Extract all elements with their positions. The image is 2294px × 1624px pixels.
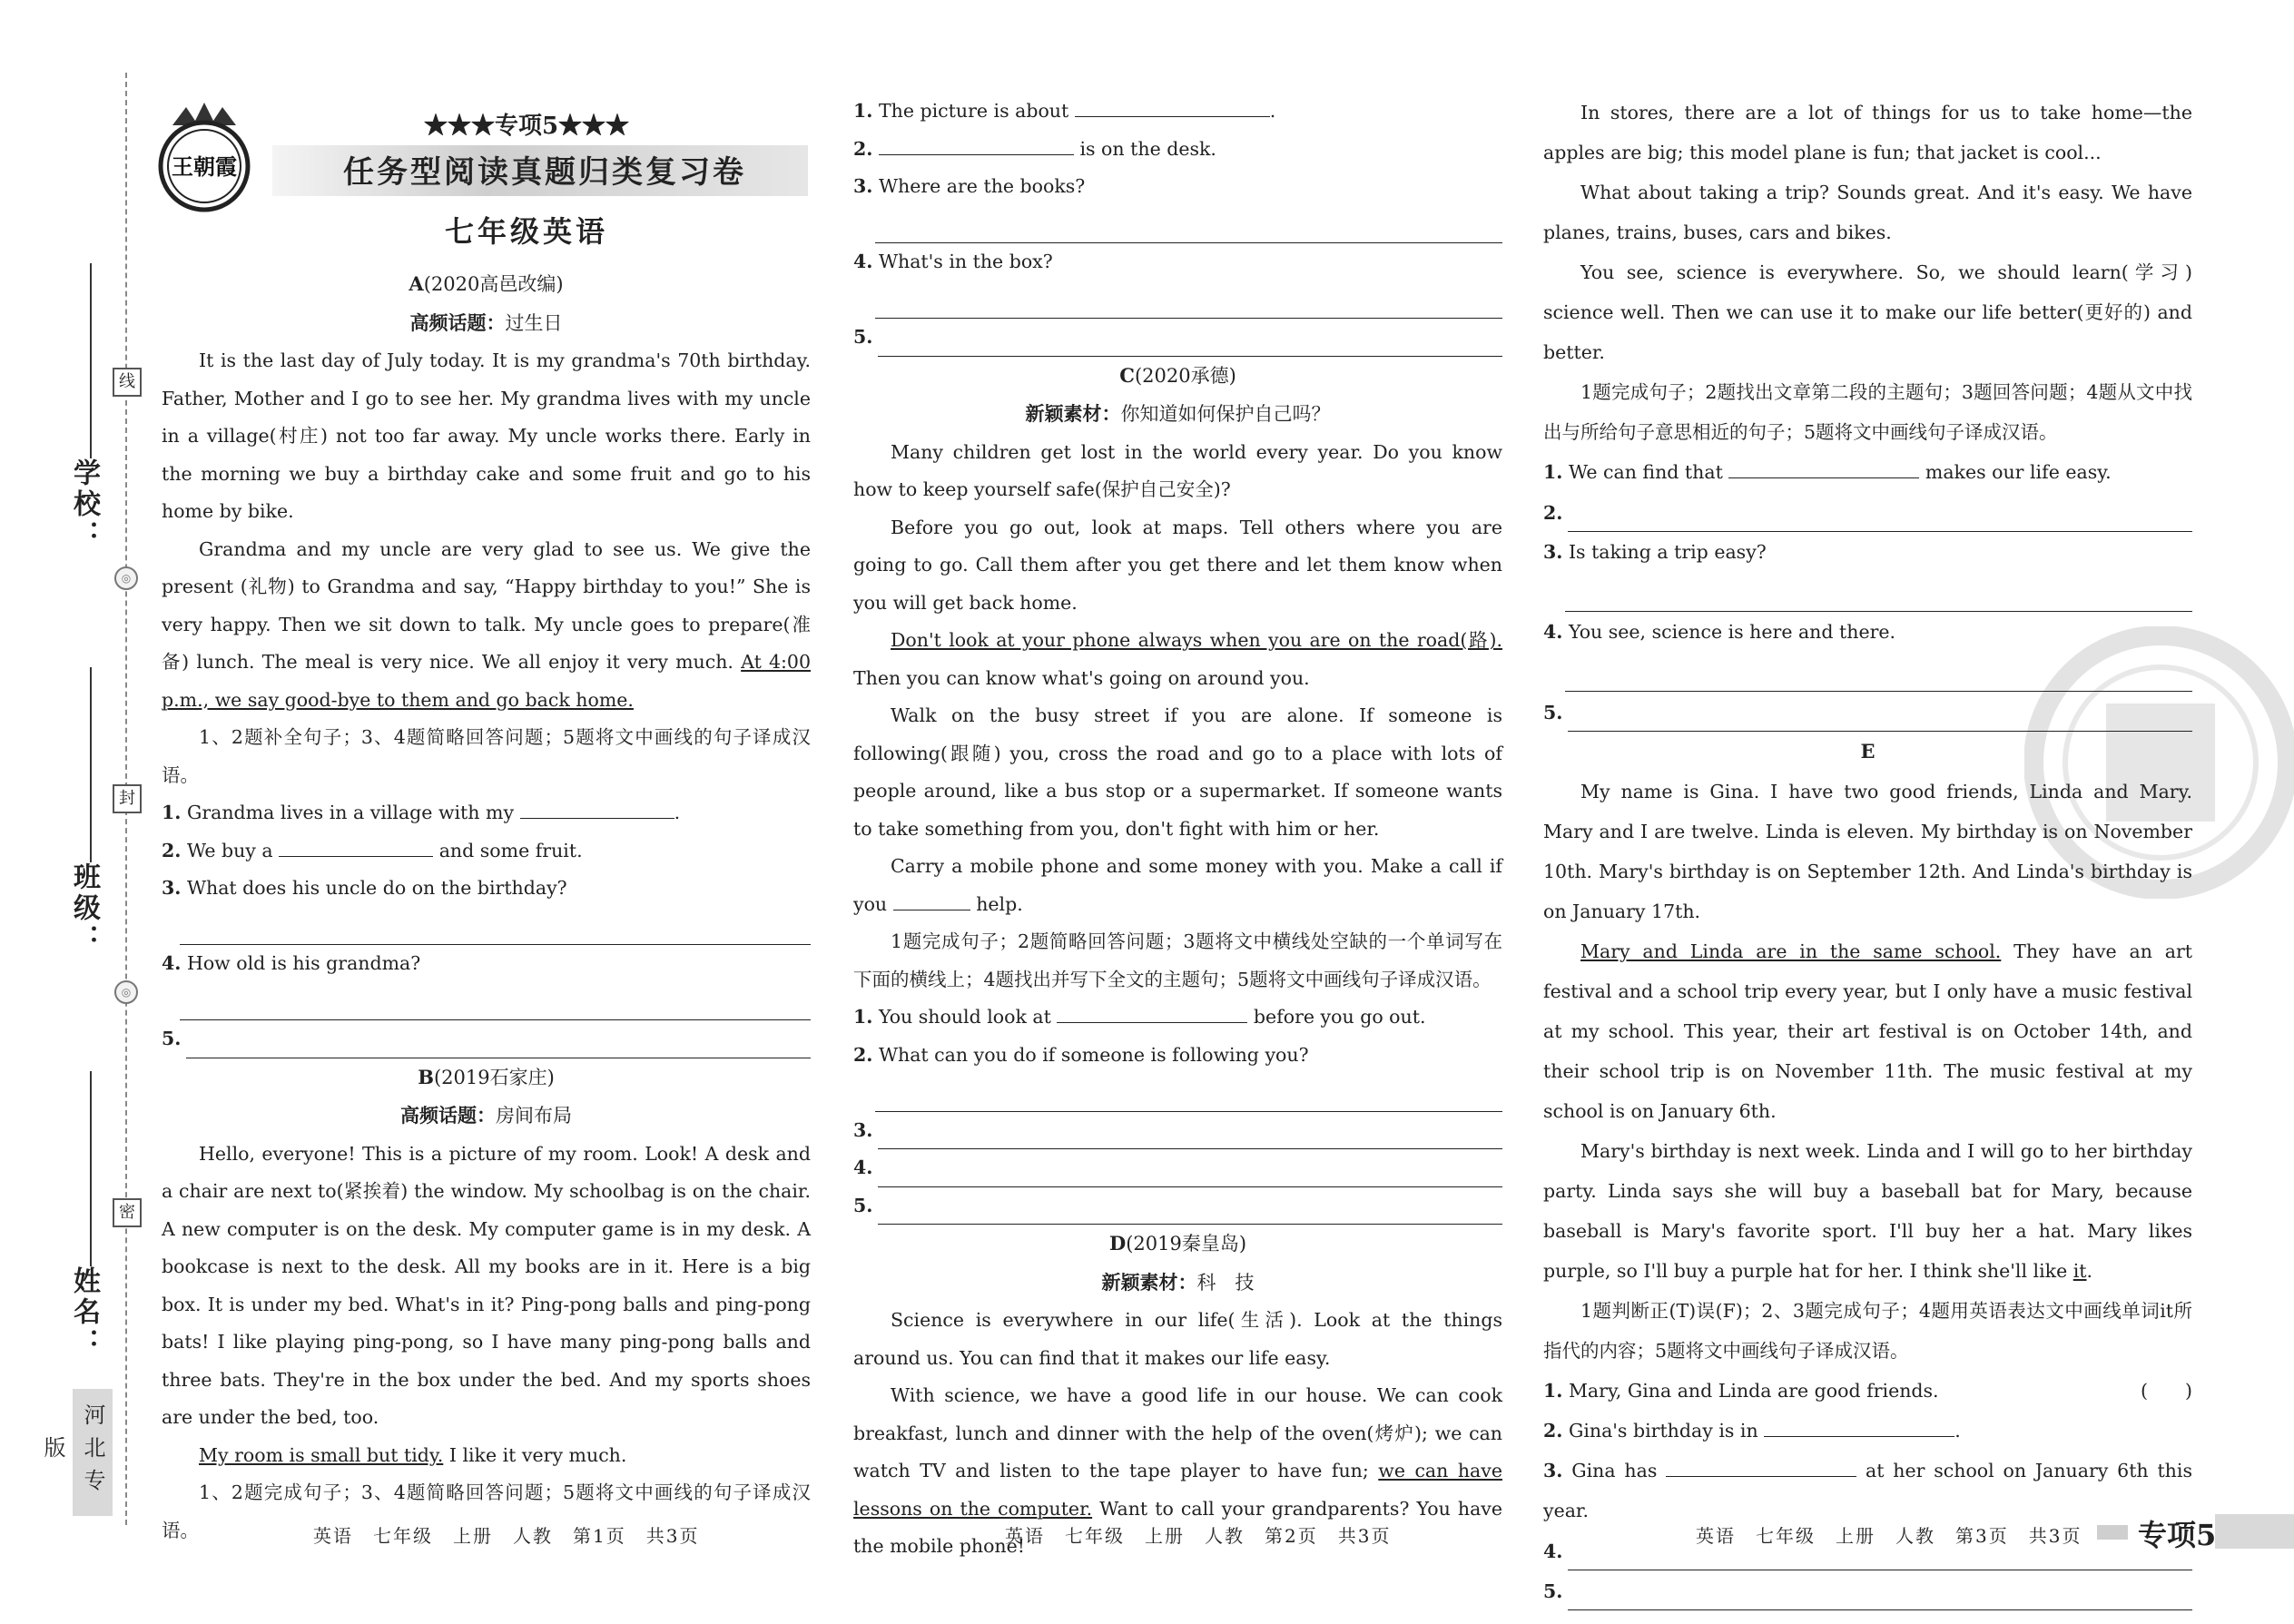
answer-bracket[interactable]: ( ) [2141, 1380, 2192, 1402]
question-number: 2. [853, 1043, 873, 1066]
question-text: Where are the books? [878, 175, 1086, 197]
class-field[interactable] [90, 667, 92, 862]
paper-subject: 七年级英语 [444, 214, 608, 249]
question-number: 1. [853, 100, 873, 122]
answer-blank[interactable] [1666, 1456, 1856, 1477]
question-text: What's in the box? [878, 251, 1053, 272]
question-text: Gina's birthday is in [1568, 1420, 1758, 1442]
passage-text: Carry a mobile phone and some money with you. Make a call if you [853, 855, 1502, 915]
topic-text: 过生日 [505, 311, 563, 334]
binding-hole-icon: ◎ [114, 566, 138, 590]
question-1 [162, 794, 811, 832]
answer-line[interactable] [875, 206, 1502, 244]
name-label: 姓名： [68, 1266, 100, 1359]
question-number: 3. [853, 1118, 873, 1141]
school-label: 学校： [68, 458, 100, 551]
question-5 [1543, 1570, 2192, 1610]
section-c-heading [853, 357, 1502, 396]
passage-paragraph: In stores, there are a lot of things for us to take home—the apples are big; this model plane is fun; that jacket is cool... [1543, 102, 2192, 163]
question-text: is on the desk. [1079, 137, 1216, 160]
question-text: . [1954, 1420, 1961, 1442]
passage-paragraph: Many children get lost in the world every year. Do you know how to keep yourself safe(保护自己安全)? [853, 440, 1502, 500]
section-c-topic [853, 395, 1502, 434]
passage-paragraph: Walk on the busy street if you are alone. If someone is following(跟随) you, cross the road and go to a place with lots of people around, like a bus stop or a supermarket. If someone wants to take something from you, don't fight with him or her. [853, 704, 1502, 840]
logo-text: 王朝霞 [172, 153, 237, 180]
question-text: . [1269, 100, 1276, 122]
section-a-topic [162, 304, 811, 343]
question-1 [853, 999, 1502, 1037]
section-source: (2019秦皇岛) [1126, 1233, 1247, 1255]
question-5 [162, 1020, 811, 1058]
seal-mark-seal: 封 [113, 784, 142, 813]
footer-decoration [2097, 1525, 2128, 1540]
question-3 [162, 870, 811, 908]
question-1 [1543, 452, 2192, 492]
passage-text: Then you can know what's going on around you. [853, 666, 1310, 689]
question-text: before you go out. [1253, 1006, 1426, 1028]
answer-line[interactable] [878, 1125, 1502, 1149]
topic-label: 新颖素材： [1101, 1270, 1197, 1294]
question-3 [853, 1112, 1502, 1150]
passage-paragraph: Science is everywhere in our life(生活). Look at the things around us. You can find that it makes our life easy. [853, 1309, 1502, 1369]
section-a-heading [162, 265, 811, 304]
section-d-heading [853, 1225, 1502, 1264]
question-number: 3. [853, 175, 873, 197]
seal-mark-line: 线 [113, 368, 142, 397]
question-1 [1543, 1371, 2192, 1411]
section-e-heading: E [1860, 740, 1876, 763]
underlined-word: it [2072, 1260, 2087, 1282]
passage-paragraph: What about taking a trip? Sounds great. And it's easy. We have planes, trains, buses, cars and bikes. [1543, 182, 2192, 243]
passage-text: I like it very much. [443, 1443, 627, 1466]
underlined-sentence: My room is small but tidy. [199, 1443, 444, 1466]
section-letter: A [409, 272, 424, 295]
question-number: 5. [1543, 701, 1563, 723]
edition-badge: 河北专版 [73, 1389, 113, 1516]
question-text: How old is his grandma? [186, 952, 421, 974]
page-footer-2: 英语 七年级 上册 人教 第2页 共3页 [1005, 1525, 1392, 1547]
question-5 [853, 1187, 1502, 1225]
question-text: You see, science is here and there. [1568, 621, 1896, 643]
name-field[interactable] [90, 1071, 92, 1266]
question-4 [853, 243, 1502, 281]
answer-blank[interactable] [879, 134, 1074, 155]
question-text: We can find that [1568, 461, 1723, 483]
passage-paragraph [162, 531, 811, 720]
paper-title: 任务型阅读真题归类复习卷 [343, 154, 746, 191]
answer-line[interactable] [1568, 1546, 2192, 1570]
section-letter: C [1119, 363, 1135, 387]
passage-text: Mary's birthday is next week. Linda and I will go to her birthday party. Linda says she will buy a baseball bat for Mary, because baseball is Mary's favorite sport. I'll buy her a hat. Mary likes purple, so I'll buy a purple hat for her. I think she'll like [1543, 1140, 2192, 1282]
instructions: 1题完成句子；2题简略回答问题；3题将文中横线处空缺的一个单词写在下面的横线上；4题找出并写下全文的主题句；5题将文中画线句子译成汉语。 [853, 930, 1502, 990]
question-number: 4. [853, 251, 873, 272]
question-number: 2. [1543, 501, 1563, 524]
school-field[interactable] [90, 263, 92, 458]
question-number: 4. [1543, 621, 1563, 643]
answer-line[interactable] [180, 908, 811, 946]
section-d-topic [853, 1264, 1502, 1303]
page-footer-1: 英语 七年级 上册 人教 第1页 共3页 [313, 1525, 700, 1547]
question-2 [1543, 1411, 2192, 1451]
section-letter: D [1108, 1232, 1127, 1255]
question-number: 2. [853, 137, 873, 160]
answer-line[interactable] [1565, 572, 2192, 612]
question-number: 2. [162, 839, 182, 861]
passage-text: help. [976, 892, 1023, 915]
underlined-sentence: Don't look at your phone always when you are on the road(路). [891, 629, 1502, 651]
section-source: (2020高邑改编) [423, 273, 564, 295]
answer-blank[interactable] [1764, 1416, 1954, 1437]
answer-blank[interactable] [1728, 458, 1919, 478]
question-text: The picture is about [878, 100, 1069, 122]
instructions: 1、2题补全句子；3、4题简略回答问题；5题将文中画线的句子译成汉语。 [162, 726, 811, 786]
passage-paragraph [1543, 1131, 2192, 1291]
answer-line[interactable] [1565, 652, 2192, 692]
question-number: 5. [162, 1028, 182, 1049]
footer-series-tag: 专项5 [2138, 1518, 2217, 1552]
topic-label: 高频话题： [409, 310, 506, 334]
question-text: You should look at [878, 1006, 1051, 1028]
answer-line[interactable] [875, 1074, 1502, 1112]
section-b-heading [162, 1058, 811, 1097]
question-number: 4. [853, 1156, 873, 1178]
passage-paragraph: Before you go out, look at maps. Tell others where you are going to go. Call them after you get there and let them know when you will get back home. [853, 516, 1502, 614]
section-letter: B [418, 1065, 434, 1088]
question-5 [1543, 692, 2192, 732]
underlined-sentence: At 4:00 p.m., we say good-bye to them and go back home. [162, 651, 812, 711]
topic-text: 你知道如何保护自己吗？ [1120, 403, 1331, 425]
question-2 [1543, 492, 2192, 532]
answer-line[interactable] [878, 332, 1502, 357]
question-text: What can you do if someone is following you? [878, 1043, 1309, 1066]
instructions: 1题判断正(T)误(F)；2、3题完成句子；4题用英语表达文中画线单词it所指代的内容；5题将文中画线句子译成汉语。 [1543, 1300, 2192, 1362]
binding-margin [0, 0, 136, 1624]
question-number: 1. [1543, 461, 1563, 483]
question-number: 4. [1543, 1540, 1563, 1562]
question-number: 4. [162, 952, 182, 974]
question-3 [1543, 1451, 2192, 1530]
answer-line[interactable] [875, 281, 1502, 320]
topic-label: 新颖素材： [1025, 402, 1121, 425]
passage-paragraph: My name is Gina. I have two good friends, Linda and Mary. Mary and I are twelve. Linda is eleven. My birthday is on November 10th. Mary's birthday is on September 12th. And Linda's birthday is on January 17th. [1543, 781, 2192, 922]
answer-blank[interactable] [520, 798, 674, 819]
seal-mark-secret: 密 [113, 1198, 142, 1227]
question-2 [853, 1037, 1502, 1075]
answer-line[interactable] [1568, 707, 2192, 732]
passage-paragraph: You see, science is everywhere. So, we should learn(学习) science well. Then we can use it to make our life better(更好的) and better. [1543, 261, 2192, 363]
passage-blank[interactable] [893, 890, 970, 910]
question-number: 5. [853, 1194, 873, 1216]
answer-line[interactable] [180, 983, 811, 1021]
question-text: makes our life easy. [1925, 461, 2112, 483]
question-1 [853, 93, 1502, 131]
topic-text: 房间布局 [496, 1105, 572, 1127]
section-source: (2020承德) [1134, 364, 1236, 387]
passage-text: With science, we have a good life in our house. We can cook breakfast, lunch and dinner with the help of the oven(烤炉); we can watch TV and listen to the tape player to have fun; [853, 1384, 1502, 1481]
question-text: Mary, Gina and Linda are good friends. [1568, 1380, 1939, 1402]
question-number: 3. [1543, 1460, 1563, 1481]
underlined-sentence: Mary and Linda are in the same school. [1580, 940, 2002, 962]
instructions: 1题完成句子；2题找出文章第二段的主题句；3题回答问题；4题从文中找出与所给句子意思相近的句子；5题将文中画线句子译成汉语。 [1543, 381, 2192, 443]
passage-paragraph: Hello, everyone! This is a picture of my room. Look! A desk and a chair are next to(紧挨着) the window. My schoolbag is on the chair. A new computer is on the desk. My computer game is in my desk. A bookcase is next to the desk. All my books are in it. Here is a big box. It is under my bed. What's in it? Ping-pong balls and ping-pong bats! I like playing ping-pong, so I have many ping-pong balls and three bats. They're in the box under the bed. And my sports shoes are under the bed, too. [162, 1142, 811, 1428]
question-2 [162, 832, 811, 871]
question-text: and some fruit. [438, 839, 583, 861]
series-badge: ★★★专项5★★★ [423, 113, 630, 140]
passage-paragraph [853, 848, 1502, 923]
question-text: at her school on January 6th this year. [1543, 1460, 2192, 1521]
passage-paragraph: It is the last day of July today. It is my grandma's 70th birthday. Father, Mother and I go to see her. My grandma lives with my uncle in a village(村庄) not too far away. My uncle works there. Early in the morning we buy a birthday cake and some fruit and go to his home by bike. [162, 349, 811, 522]
underlined-sentence: we can have lessons on the computer. [853, 1460, 1502, 1520]
question-text: Gina has [1571, 1460, 1658, 1481]
binding-hole-icon: ◎ [114, 980, 138, 1004]
passage-paragraph [162, 1437, 811, 1475]
answer-line[interactable] [878, 1200, 1502, 1225]
passage-text: . [2086, 1260, 2093, 1282]
question-5 [853, 319, 1502, 357]
answer-blank[interactable] [279, 836, 433, 857]
footer-tag-bar [2215, 1514, 2294, 1549]
column-1 [162, 265, 811, 1550]
section-source: (2019石家庄) [433, 1066, 555, 1088]
question-text: Is taking a trip easy? [1568, 541, 1767, 563]
question-number: 1. [1543, 1380, 1563, 1402]
question-number: 3. [162, 877, 182, 899]
question-text: . [674, 802, 681, 823]
question-text: We buy a [186, 839, 273, 861]
answer-line[interactable] [1568, 507, 2192, 532]
class-label: 班级： [68, 862, 100, 955]
passage-text: They have an art festival and a school trip every year, but I only have a music festival at my school. This year, their art festival is on October 14th, and their school trip is on November 11th. The music festival at my school is on January 6th. [1543, 940, 2192, 1122]
answer-line[interactable] [186, 1034, 811, 1058]
question-number: 2. [1543, 1420, 1563, 1442]
section-b-topic [162, 1097, 811, 1136]
page-footer-3: 英语 七年级 上册 人教 第3页 共3页 [1696, 1525, 2082, 1547]
question-4 [853, 1149, 1502, 1187]
question-2 [853, 131, 1502, 169]
question-3 [853, 168, 1502, 206]
passage-paragraph [853, 622, 1502, 697]
column-2 [853, 93, 1502, 1566]
question-number: 5. [1543, 1580, 1563, 1602]
question-4 [1543, 612, 2192, 652]
question-number: 3. [1543, 541, 1563, 563]
instructions: 1、2题完成句子；3、4题简略回答问题；5题将文中画线的句子译成汉语。 [162, 1481, 811, 1541]
question-text: What does his uncle do on the birthday? [186, 877, 567, 899]
answer-line[interactable] [878, 1163, 1502, 1187]
passage-text: Grandma and my uncle are very glad to see us. We give the present (礼物) to Grandma and say, “Happy birthday to you!” She is very happy. Then we sit down to talk. My uncle goes to prepare(准备) lunch. The meal is very nice. We all enjoy it very much. [162, 537, 811, 673]
question-number: 1. [162, 802, 182, 823]
answer-blank[interactable] [1057, 1002, 1247, 1023]
question-3 [1543, 532, 2192, 572]
answer-blank[interactable] [1075, 96, 1270, 117]
question-number: 1. [853, 1006, 873, 1028]
answer-line[interactable] [1568, 1586, 2192, 1610]
passage-paragraph [1543, 931, 2192, 1131]
passage-text: Want to call your grandparents? You have the mobile phone! [853, 1497, 1502, 1557]
column-3 [1543, 93, 2192, 1610]
publisher-logo [154, 98, 254, 216]
topic-label: 高频话题： [400, 1104, 496, 1127]
question-text: Grandma lives in a village with my [186, 802, 515, 823]
question-4 [162, 945, 811, 983]
topic-text: 科 技 [1196, 1271, 1255, 1294]
question-number: 5. [853, 326, 873, 348]
